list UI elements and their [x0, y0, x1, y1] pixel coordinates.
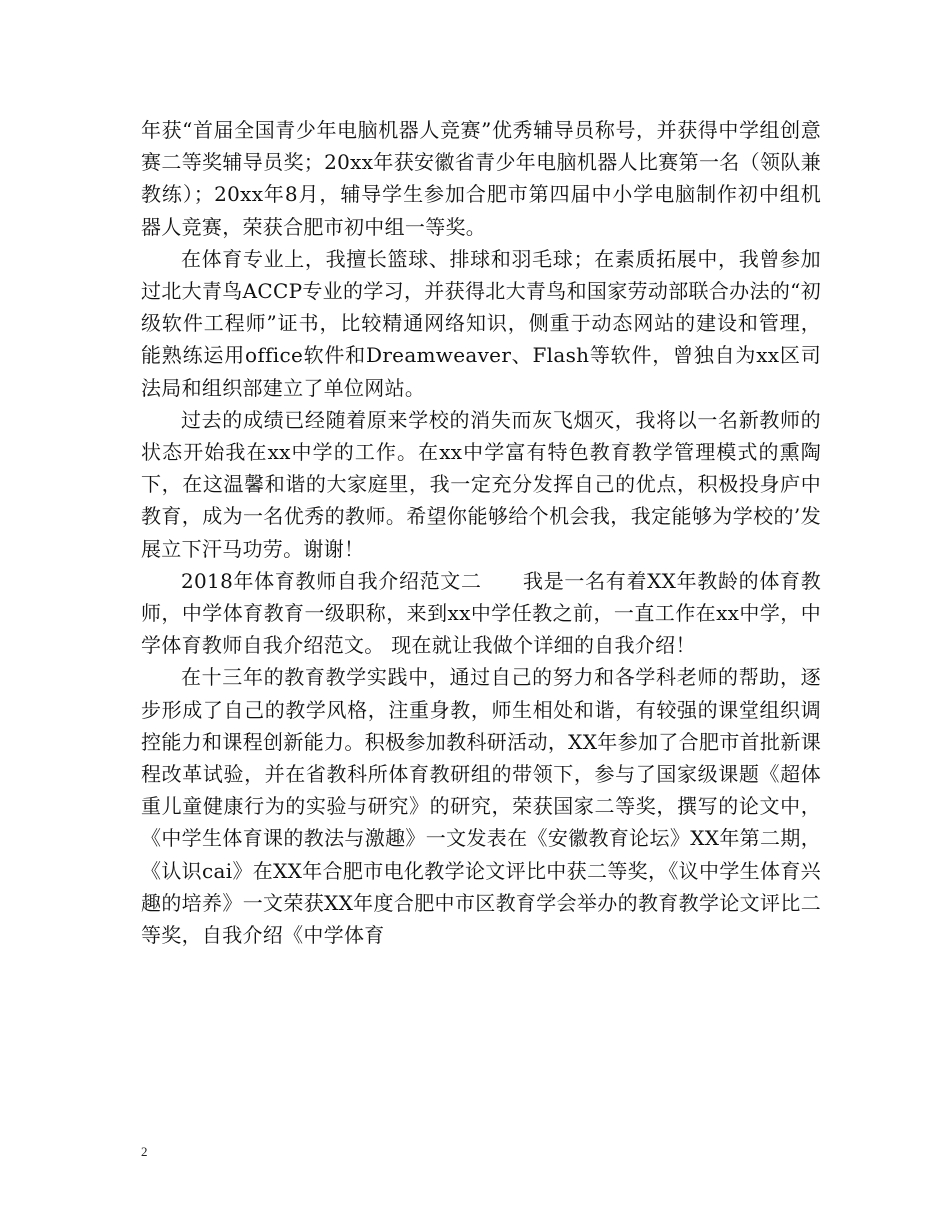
paragraph-1: 年获“首届全国青少年电脑机器人竞赛”优秀辅导员称号，并获得中学组创意赛二等奖辅导员奖；20xx年获安徽省青少年电脑机器人比赛第一名（领队兼教练）；20xx年8月，辅导学生参加合肥市第四届中小学电脑制作初中组机器人竞赛，荣获合肥市初中组一等奖。 — [141, 118, 821, 239]
paragraph-4: 2018年体育教师自我介绍范文二 我是一名有着XX年教龄的体育教师，中学体育教育一级职称，来到xx中学任教之前，一直工作在xx中学，中学体育教师自我介绍范文。 现在就让我做个详细的自我介绍！ — [141, 568, 821, 658]
document-body — [141, 114, 821, 951]
page-number: 2 — [141, 1144, 148, 1159]
paragraph-5: 在十三年的教育教学实践中，通过自己的努力和各学科老师的帮助，逐步形成了自己的教学风格，注重身教，师生相处和谐，有较强的课堂组织调控能力和课程创新能力。积极参加教科研活动，XX年参加了合肥市首批新课程改革试验，并在省教科所体育教研组的带领下，参与了国家级课题《超体重儿童健康行为的实验与研究》的研究，荣获国家二等奖，撰写的论文中，《中学生体育课的教法与激趣》一文发表在《安徽教育论坛》XX年第二期，《认识cai》在XX年合肥市电化教学论文评比中获二等奖，《议中学生体育兴趣的培养》一文荣获XX年度合肥中市区教育学会举办的教育教学论文评比二等奖，自我介绍《中学体育 — [141, 665, 821, 948]
paragraph-3: 过去的成绩已经随着原来学校的消失而灰飞烟灭，我将以一名新教师的状态开始我在xx中学的工作。在xx中学富有特色教育教学管理模式的熏陶下，在这温馨和谐的大家庭里，我一定充分发挥自己的优点，积极投身庐中教育，成为一名优秀的教师。希望你能够给个机会我，我定能够为学校的’发展立下汗马功劳。谢谢！ — [141, 407, 821, 561]
paragraph-2: 在体育专业上，我擅长篮球、排球和羽毛球；在素质拓展中，我曾参加过北大青鸟ACCP专业的学习，并获得北大青鸟和国家劳动部联合办法的“初级软件工程师”证书，比较精通网络知识，侧重于动态网站的建设和管理，能熟练运用office软件和Dreamweaver、Flash等软件，曾独自为xx区司法局和组织部建立了单位网站。 — [141, 246, 821, 400]
